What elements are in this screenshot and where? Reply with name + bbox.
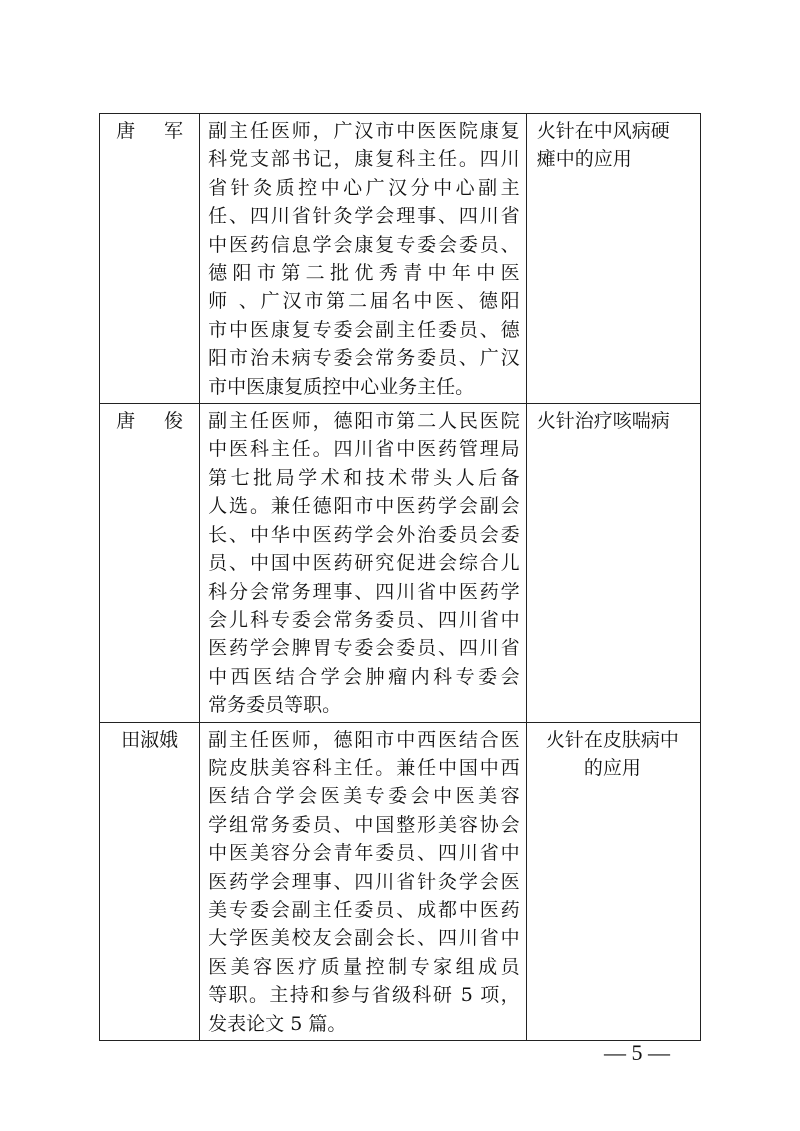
bio-line: 副主任医师，广汉市中医医院康复 bbox=[208, 120, 520, 142]
bio-line: 德阳市第二批优秀青中年中医 bbox=[208, 262, 520, 285]
bio-line: 市中医康复专委会副主任委员、德 bbox=[208, 318, 520, 341]
expert-bio-cell bbox=[200, 404, 527, 722]
bio-line: 中医美容分会青年委员、四川省中 bbox=[208, 842, 520, 865]
bio-line: 院皮肤美容科主任。兼任中国中西 bbox=[208, 756, 520, 779]
lecture-topic-cell bbox=[526, 114, 700, 404]
expert-name-cell bbox=[100, 722, 200, 1040]
topic-line: 火针在皮肤病中 bbox=[545, 728, 679, 751]
expert-name: 唐 军 bbox=[116, 120, 195, 142]
bio-line: 师 、广汉市第二届名中医、德阳 bbox=[208, 290, 520, 313]
topic-line: 火针治疗咳喘病 bbox=[536, 410, 670, 433]
bio-line: 阳市治未病专委会常务委员、广汉 bbox=[208, 347, 520, 370]
expert-name-cell bbox=[100, 404, 200, 722]
bio-line: 副主任医师，德阳市第二人民医院 bbox=[208, 410, 520, 433]
bio-line: 市中医康复质控中心业务主任。 bbox=[208, 375, 475, 398]
bio-line: 人选。兼任德阳市中医药学会副会 bbox=[208, 495, 520, 518]
bio-line: 美专委会副主任委员、成都中医药 bbox=[208, 898, 520, 921]
bio-line: 任、四川省针灸学会理事、四川省 bbox=[208, 205, 520, 228]
bio-line: 科党支部书记，康复科主任。四川 bbox=[208, 148, 520, 171]
bio-line: 医结合学会医美专委会中医美容 bbox=[208, 785, 520, 808]
bio-line: 科分会常务理事、四川省中医药学 bbox=[208, 580, 520, 603]
bio-line: 医药学会脾胃专委会委员、四川省 bbox=[208, 637, 520, 660]
bio-line: 等职。主持和参与省级科研 5 项， bbox=[208, 984, 520, 1007]
expert-bio-cell bbox=[200, 114, 527, 404]
bio-line: 大学医美校友会副会长、四川省中 bbox=[208, 927, 520, 950]
table-row bbox=[100, 114, 701, 404]
bio-line: 中西医结合学会肿瘤内科专委会 bbox=[208, 665, 520, 688]
table-row bbox=[100, 404, 701, 722]
expert-bio-cell bbox=[200, 722, 527, 1040]
bio-line: 常务委员等职。 bbox=[208, 694, 342, 717]
topic-line: 瘫中的应用 bbox=[536, 148, 632, 171]
expert-name: 田淑娥 bbox=[121, 728, 179, 751]
bio-line: 第七批局学术和技术带头人后备 bbox=[208, 466, 520, 489]
expert-name: 唐 俊 bbox=[116, 410, 195, 433]
bio-line: 会儿科专委会常务委员、四川省中 bbox=[208, 608, 520, 631]
bio-line: 学组常务委员、中国整形美容协会 bbox=[208, 813, 520, 836]
lecture-topic-cell bbox=[526, 722, 700, 1040]
table-row bbox=[100, 722, 701, 1040]
expert-name-cell bbox=[100, 114, 200, 404]
bio-line: 副主任医师，德阳市中西医结合医 bbox=[208, 728, 520, 751]
bio-line: 中医科主任。四川省中医药管理局 bbox=[208, 438, 520, 461]
bio-line: 长、中华中医药学会外治委员会委 bbox=[208, 523, 520, 546]
bio-line: 发表论文 5 篇。 bbox=[208, 1012, 347, 1035]
lecture-topic-cell bbox=[526, 404, 700, 722]
topic-line: 的应用 bbox=[583, 756, 641, 779]
bio-line: 省针灸质控中心广汉分中心副主 bbox=[208, 176, 520, 199]
bio-line: 医美容医疗质量控制专家组成员 bbox=[208, 955, 520, 978]
topic-line: 火针在中风病硬 bbox=[536, 120, 670, 142]
bio-line: 医药学会理事、四川省针灸学会医 bbox=[208, 870, 520, 893]
bio-line: 员、中国中医药研究促进会综合儿 bbox=[208, 552, 520, 575]
expert-table bbox=[99, 113, 701, 1041]
bio-line: 中医药信息学会康复专委会委员、 bbox=[208, 233, 520, 256]
page-number: — 5 — bbox=[604, 1040, 670, 1065]
